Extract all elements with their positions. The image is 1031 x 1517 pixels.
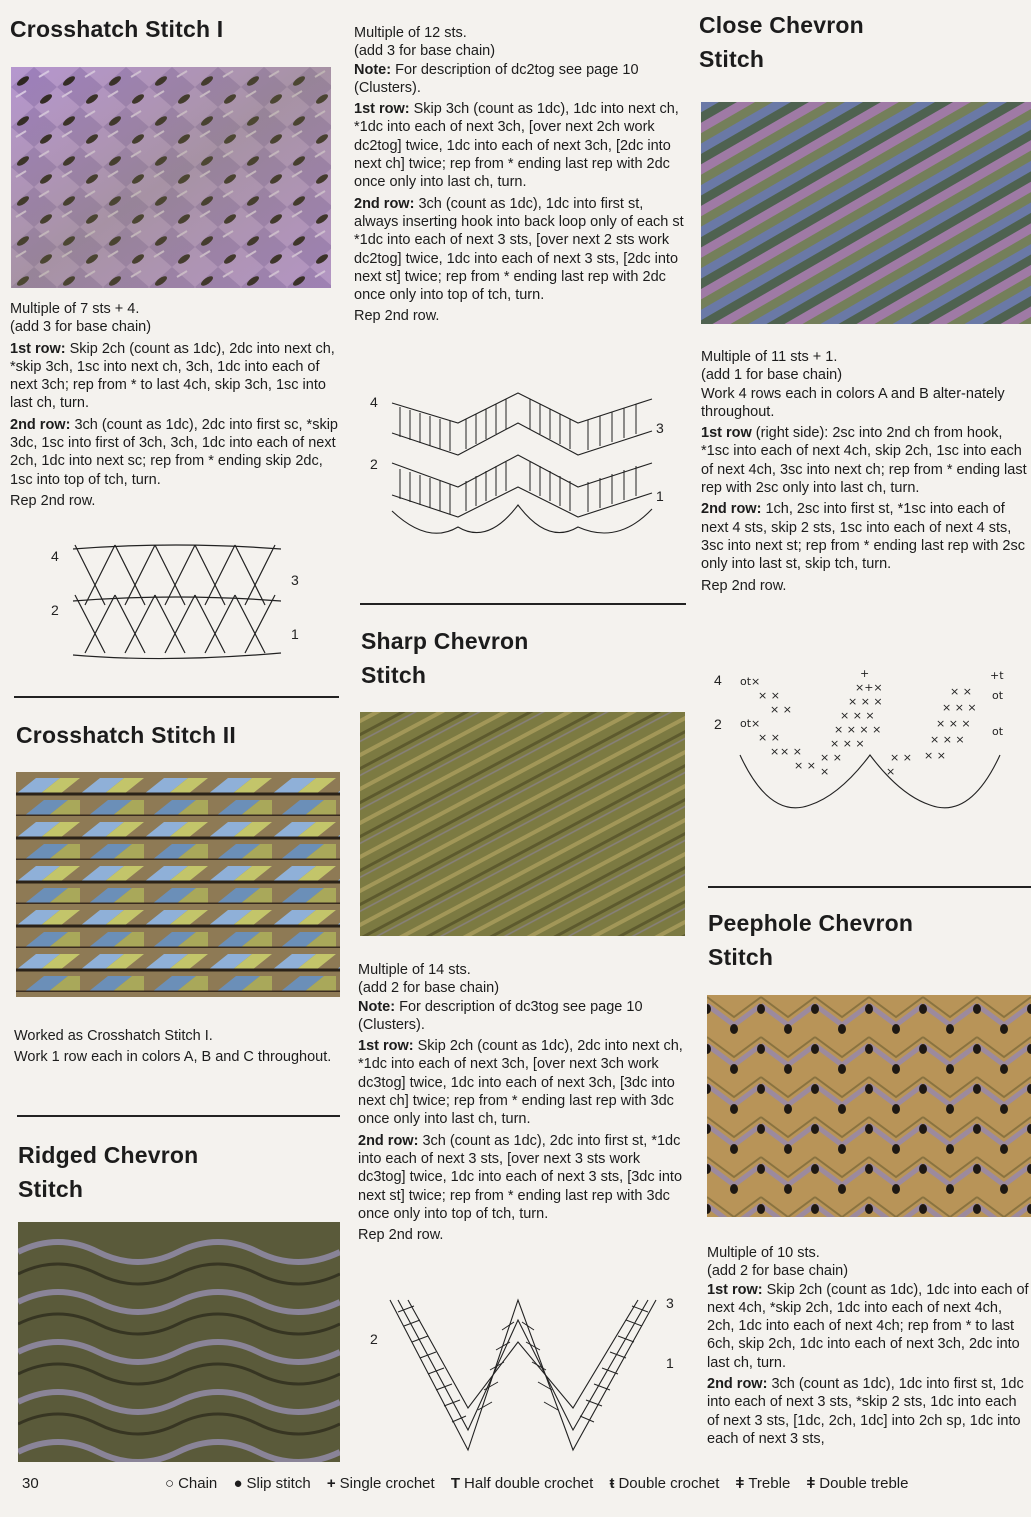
note-label: Note: (358, 998, 396, 1015)
svg-text:× ×: × × (924, 749, 946, 762)
svg-text:+: + (860, 667, 870, 680)
title-line: Peephole Chevron (708, 910, 914, 936)
row-label: 2nd row: (701, 501, 762, 518)
row-text: Skip 2ch (count as 1dc), 1dc into each of next 4ch, *skip 2ch, 1dc into each of next 4ch, 2ch, 1dc into each of next 4ch; rep from * to last 6ch, skip 2ch, 1dc into each of next 3ch, 2dc into last ch, turn. (707, 1281, 1029, 1371)
row-number: 2 (714, 716, 722, 732)
multiple-text: Multiple of 10 sts. (707, 1245, 820, 1261)
row-label: 2nd row: (358, 1132, 419, 1149)
crosshatch-2-instructions (14, 1027, 340, 1070)
chain-icon: ○ (165, 1475, 175, 1492)
row-text: Skip 3ch (count as 1dc), 1dc into next ch, *1dc into each of next 3ch, [over next 2ch work dc2tog] twice, 1dc into each of next 3ch, [2dc into next ch] twice; rep from * ending last rep with 2dc once only into last ch, turn. (354, 101, 679, 191)
row-label: 1st row: (358, 1038, 414, 1055)
svg-text:× × ×: × × × (930, 733, 965, 746)
close-chevron-diagram (710, 655, 1031, 815)
multiple-text: Multiple of 12 sts. (354, 25, 467, 41)
svg-text:× ×: × × (758, 731, 780, 744)
row-label: 1st row: (707, 1281, 763, 1298)
row-number: 1 (291, 626, 299, 642)
legend-item (451, 1475, 593, 1492)
svg-text:×: × (820, 765, 830, 778)
svg-text:× ×: × × (890, 751, 912, 764)
ridged-chevron-instructions (354, 24, 686, 329)
crosshatch-1-title: Crosshatch Stitch I (10, 16, 224, 42)
row-number: 4 (714, 672, 722, 688)
crosshatch-2-swatch (16, 772, 340, 997)
section-divider (360, 603, 686, 605)
svg-text:× × ×: × × × (942, 701, 977, 714)
row-text: (right side): 2sc into 2nd ch from hook, *1sc into each of next 4ch, skip 2ch, 1sc into each of next 4ch, 3sc into next ch; rep from * ending last rep with 2sc only into last ch, turn. (701, 425, 1027, 497)
row-number: 2 (370, 1331, 378, 1347)
svg-text:×: × (886, 765, 896, 778)
note-label: Note: (354, 61, 392, 78)
repeat-text: Rep 2nd row. (354, 308, 440, 325)
note-text: For description of dc2tog see page 10 (Clusters). (354, 61, 639, 96)
row-label: 1st row: (10, 340, 66, 357)
ridged-chevron-title (18, 1138, 198, 1206)
close-chevron-instructions (701, 348, 1029, 598)
title-line: Stitch (361, 662, 427, 688)
title-line: Stitch (699, 46, 765, 72)
double-crochet-icon: ŧ (609, 1475, 615, 1492)
svg-text:+t: +t (990, 669, 1004, 682)
title-line: Stitch (18, 1176, 84, 1202)
row-label: 2nd row: (707, 1376, 768, 1393)
base-chain-text: (add 2 for base chain) (707, 1263, 849, 1280)
row-number: 4 (370, 394, 378, 410)
row-number: 4 (51, 548, 59, 564)
note-text: For description of dc3tog see page 10 (Clusters). (358, 998, 643, 1033)
ridged-chevron-swatch (18, 1222, 340, 1462)
half-double-crochet-icon: T (450, 1475, 461, 1492)
svg-text:× ×: × × (770, 703, 792, 716)
sharp-chevron-diagram (368, 1290, 683, 1465)
section-divider (17, 1115, 340, 1117)
row-label: 1st row: (354, 101, 410, 118)
instruction-line: Work 4 rows each in colors A and B alter-nately throughout. (701, 385, 1005, 420)
legend-label: Slip stitch (246, 1475, 311, 1492)
peephole-chevron-title (708, 906, 913, 974)
legend-label: Half double crochet (464, 1475, 594, 1492)
single-crochet-icon: + (326, 1475, 336, 1492)
peephole-chevron-instructions (707, 1244, 1029, 1451)
close-chevron-swatch (701, 102, 1031, 324)
svg-text:×+×: ×+× (855, 681, 883, 694)
base-chain-text: (add 3 for base chain) (354, 43, 496, 60)
peephole-chevron-swatch (707, 995, 1031, 1217)
stitch-legend (165, 1475, 1031, 1492)
row-number: 2 (51, 602, 59, 618)
sharp-chevron-instructions (358, 961, 688, 1247)
slip-stitch-icon: ● (233, 1475, 243, 1492)
row-number: 3 (291, 572, 299, 588)
repeat-text: Rep 2nd row. (358, 1227, 444, 1244)
legend-item (327, 1475, 435, 1492)
crosshatch-2-title: Crosshatch Stitch II (16, 722, 236, 748)
svg-text:× ×: × × (758, 689, 780, 702)
svg-text:× ×: × × (780, 745, 802, 758)
multiple-text: Multiple of 14 sts. (358, 962, 471, 978)
close-chevron-title (699, 8, 864, 76)
svg-text:ot: ot (992, 725, 1004, 738)
ridged-chevron-diagram (368, 385, 678, 550)
instruction-line: Work 1 row each in colors A, B and C throughout. (14, 1049, 332, 1066)
svg-text:× × ×: × × × (936, 717, 971, 730)
svg-text:× × ×: × × × (830, 737, 865, 750)
row-text: 3ch (count as 1dc), 1dc into first st, always inserting hook into back loop only of each st *1dc into each of next 3 sts, [over next 2 sts work dc2tog] twice, 1dc into each of next 3 sts, [2dc into next st] twice; rep from * ending last rep with 2dc once only into top of tch, turn. (354, 195, 684, 304)
svg-text:×: × (770, 745, 780, 758)
row-label: 1st row (701, 425, 752, 442)
instruction-line: Worked as Crosshatch Stitch I. (14, 1028, 213, 1044)
legend-item (233, 1475, 310, 1492)
section-divider (708, 886, 1031, 888)
legend-label: Chain (178, 1475, 218, 1492)
row-number: 1 (656, 488, 664, 504)
legend-label: Double crochet (618, 1475, 720, 1492)
crosshatch-1-diagram (45, 535, 315, 665)
row-label: 2nd row: (354, 195, 415, 212)
double-treble-icon: ǂ (806, 1475, 816, 1492)
sharp-chevron-title (361, 624, 528, 692)
legend-item (806, 1475, 908, 1492)
row-text: Skip 2ch (count as 1dc), 2dc into next ch, *skip 3ch, 1sc into next ch, 3ch, 1dc into each of next 3ch; rep from * to last 4ch, skip 3ch, 1sc into last ch, turn. (10, 340, 335, 412)
title-line: Sharp Chevron (361, 628, 529, 654)
base-chain-text: (add 1 for base chain) (701, 367, 843, 384)
section-divider (14, 696, 339, 698)
svg-text:× × × ×: × × × × (834, 723, 882, 736)
svg-text:× ×: × × (820, 751, 842, 764)
svg-text:× ×: × × (794, 759, 816, 772)
legend-label: Double treble (819, 1475, 909, 1492)
title-line: Stitch (708, 944, 774, 970)
row-text: 3ch (count as 1dc), 1dc into first st, 1dc into each of next 3 sts, *skip 2 sts, 1dc into each of next 3 sts, [1dc, 2ch, 1dc] into 2ch sp, 1dc into each of next 3 sts, (707, 1376, 1024, 1447)
treble-icon: ǂ (735, 1475, 745, 1492)
multiple-text: Multiple of 11 sts + 1. (701, 349, 838, 365)
multiple-text: Multiple of 7 sts + 4. (10, 301, 140, 317)
sharp-chevron-swatch (360, 712, 685, 936)
page-number: 30 (22, 1475, 39, 1492)
legend-label: Treble (748, 1475, 791, 1492)
repeat-text: Rep 2nd row. (701, 577, 787, 594)
row-text: Skip 2ch (count as 1dc), 2dc into next ch, *1dc into each of next 3ch, [over next 3ch work dc3tog] twice, 1dc into each of next 3ch, [3dc into next ch] twice; rep from * ending last rep with 3dc once only into last ch, turn. (358, 1038, 683, 1128)
row-text: 3ch (count as 1dc), 2dc into first sc, *skip 3dc, 1sc into first of 3ch, 3ch, 1dc into each of next 2ch, 1dc into next sc; rep from * ending skip 2dc, 1sc into top of tch, turn. (10, 416, 338, 488)
legend-item (609, 1475, 719, 1492)
repeat-text: Rep 2nd row. (10, 492, 96, 509)
row-label: 2nd row: (10, 416, 71, 433)
row-text: 3ch (count as 1dc), 2dc into first st, *1dc into each of next 3 sts, [over next 3 sts work dc3tog] twice, 1dc into each of next 3 sts, [3dc into next st] twice; rep from * ending last rep with 3dc once only into top of tch, turn. (358, 1132, 683, 1222)
crosshatch-1-instructions (10, 300, 340, 513)
legend-item (736, 1475, 791, 1492)
svg-text:× × ×: × × × (840, 709, 875, 722)
title-line: Ridged Chevron (18, 1142, 199, 1168)
svg-text:ot: ot (992, 689, 1004, 702)
svg-text:× ×: × × (950, 685, 972, 698)
svg-text:ot×: ot× (740, 717, 761, 730)
legend-label: Single crochet (339, 1475, 435, 1492)
row-number: 1 (666, 1355, 674, 1371)
row-number: 3 (656, 420, 664, 436)
base-chain-text: (add 2 for base chain) (358, 980, 500, 997)
row-number: 2 (370, 456, 378, 472)
row-number: 3 (666, 1295, 674, 1311)
svg-text:× × ×: × × × (848, 695, 883, 708)
row-text: 1ch, 2sc into first st, *1sc into each of next 4 sts, skip 2 sts, 1sc into each of next 4 sts, 3sc into next st; rep from * ending last rep with 2sc only into last st, skip tch, turn. (701, 501, 1025, 573)
svg-text:ot×: ot× (740, 675, 761, 688)
title-line: Close Chevron (699, 12, 864, 38)
crosshatch-1-swatch (11, 67, 331, 288)
base-chain-text: (add 3 for base chain) (10, 319, 152, 336)
legend-item (165, 1475, 217, 1492)
